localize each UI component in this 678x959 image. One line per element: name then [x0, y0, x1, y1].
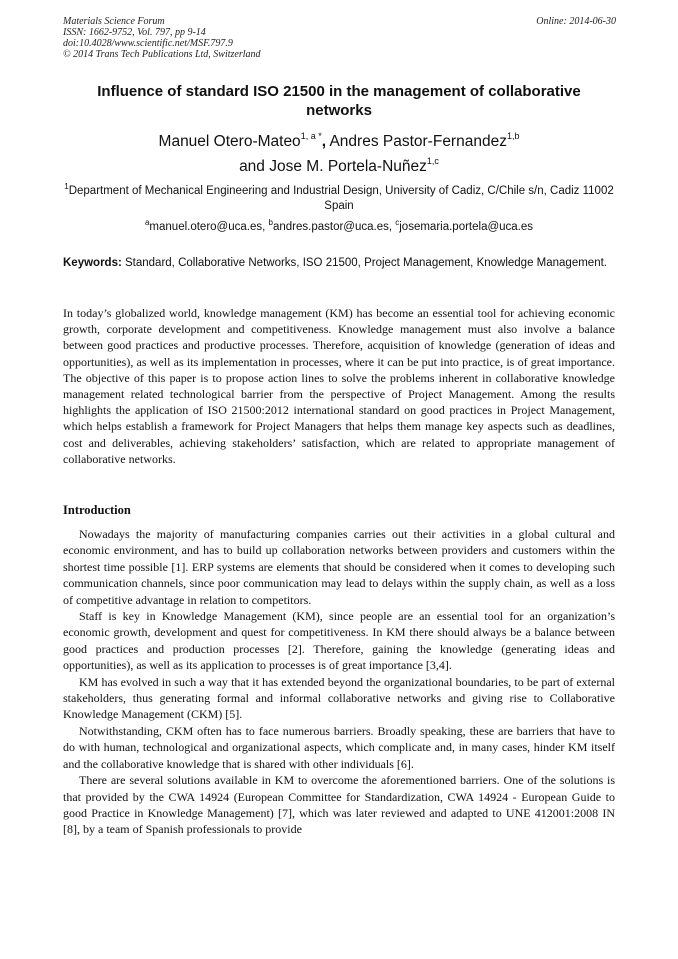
introduction-body	[63, 526, 615, 838]
keywords-text: Standard, Collaborative Networks, ISO 21500, Project Management, Knowledge Management.	[125, 257, 607, 269]
author-list	[63, 129, 615, 179]
keywords-label: Keywords:	[63, 257, 122, 269]
issn-line: ISSN: 1662-9752, Vol. 797, pp 9-14	[63, 27, 206, 38]
paragraph: Notwithstanding, CKM often has to face numerous barriers. Broadly speaking, these are barriers that have to do with human, technological and organizational aspects, which complicate and, in many cases, hinder KM itself and the collaborative knowledge that is shared with other individuals [6].	[63, 723, 615, 771]
paragraph: Staff is key in Knowledge Management (KM), since people are an essential tool for an organization’s economic growth, development and quest for competitiveness. In KM there should always be a balance between good practices and production processes [2]. Therefore, gaining the knowledge (generating ideas and opportunities), as well as its application to processes is of great importance [3,4].	[63, 609, 615, 673]
author-conjunction: and	[239, 158, 265, 175]
affiliation	[63, 184, 615, 214]
abstract-text: In today’s globalized world, knowledge management (KM) has become an essential tool for achieving economic growth, corporate development and competitiveness. Knowledge management must also involve a balance between good practices and productive processes. Therefore, acquisition of knowledge (generation of ideas and opportunities), as well as its implementation in processes, where it can be put into practice, is of great importance. The objective of this paper is to propose action lines to solve the problems inherent in collaborative knowledge management related technological barrier from the perspective of Project Management. Among the results highlights the application of ISO 21500:2012 international standard on good practices in Project Management, which helps establish a framework for Project Managers that helps them manage key aspects such as deadlines, cost and deliverables, achieving stakeholders’ satisfaction, which are related to appropriate management of collaborative networks.	[63, 306, 615, 466]
email-c-sup: c	[395, 218, 400, 227]
author-1-sup: 1, a *	[300, 131, 322, 141]
copyright-line: © 2014 Trans Tech Publications Ltd, Switzerland	[63, 49, 261, 60]
keywords	[63, 256, 615, 271]
author-3-sup: 1,c	[426, 156, 439, 166]
email-b-sup: b	[268, 218, 273, 227]
email-a-sup: a	[144, 218, 150, 227]
section-heading-introduction: Introduction	[63, 503, 131, 517]
affiliation-sup: 1	[64, 182, 69, 191]
email-list	[63, 220, 615, 235]
author-line-2	[63, 154, 615, 179]
online-date: Online: 2014-06-30	[536, 16, 616, 27]
paper-title: Influence of standard ISO 21500 in the management of collaborative networks	[97, 83, 581, 119]
journal-header	[63, 16, 261, 60]
author-1-name: Manuel Otero-Mateo	[158, 133, 301, 150]
paragraph: Nowadays the majority of manufacturing companies carries out their activities in a global cultural and economic environment, and has to build up collaboration networks between providers and customers within the shortest time possible [1]. ERP systems are elements that should be considered when it comes to developing such communication channels, since poor communication may lead to delays within the supply chain, as well as a loss of competitive advantage in relation to competitors.	[63, 527, 615, 607]
email-a: manuel.otero@uca.es,	[149, 221, 266, 233]
abstract	[63, 305, 615, 467]
email-b: andres.pastor@uca.es,	[272, 221, 393, 233]
author-separator: ,	[321, 133, 327, 150]
affiliation-text: Department of Mechanical Engineering and Industrial Design, University of Cadiz, C/Chile s/n, Cadiz 11002 Spain	[68, 185, 614, 212]
author-2-name: Andres Pastor-Fernandez	[329, 133, 507, 150]
doi-line: doi:10.4028/www.scientific.net/MSF.797.9	[63, 38, 233, 49]
journal-name: Materials Science Forum	[63, 16, 165, 27]
paragraph: KM has evolved in such a way that it has extended beyond the organizational boundaries, to be part of external stakeholders, thus generating formal and informal collaborative networks and giving rise to Collaborative Knowledge Management (CKM) [5].	[63, 674, 615, 722]
paragraph: There are several solutions available in KM to overcome the aforementioned barriers. One of the solutions is that provided by the CWA 14924 (European Committee for Standardization, CWA 14924 - European Guide to good Practice in Knowledge Management) [7], which was later reviewed and adapted to UNE 412001:2008 IN [8], by a team of Spanish professionals to provide	[63, 773, 615, 837]
author-3-name: Jose M. Portela-Nuñez	[269, 158, 427, 175]
email-c: josemaria.portela@uca.es	[399, 221, 534, 233]
author-line-1	[63, 129, 615, 154]
author-2-sup: 1,b	[506, 131, 520, 141]
